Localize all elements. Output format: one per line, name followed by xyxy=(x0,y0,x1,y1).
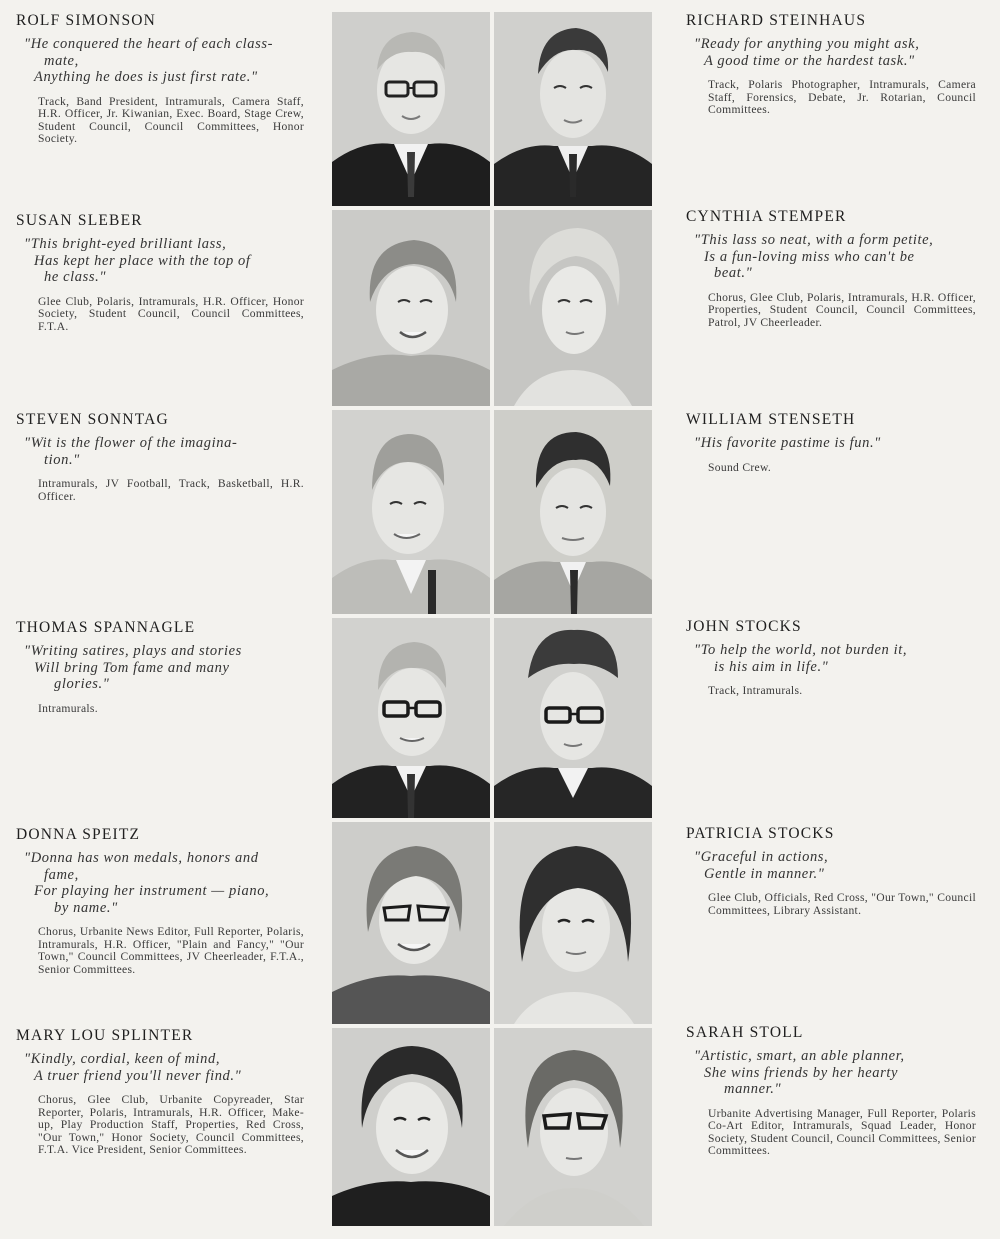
quote-line: "To help the world, not burden it, xyxy=(694,642,908,658)
portrait-grid xyxy=(331,12,654,1226)
portrait-photo xyxy=(332,210,490,406)
student-name: RICHARD STEINHAUS xyxy=(686,12,867,29)
senior-quote xyxy=(686,435,976,452)
quote-line: "Donna has won medals, honors and xyxy=(24,850,259,866)
quote-line: beat." xyxy=(714,265,753,281)
female-portrait-icon xyxy=(494,210,652,406)
quote-line: "Graceful in actions, xyxy=(694,849,829,865)
senior-entry-right-3 xyxy=(686,411,976,474)
quote-line: Has kept her place with the top of xyxy=(34,252,251,269)
male-portrait-icon xyxy=(494,12,652,206)
quote-line: "He conquered the heart of each class- xyxy=(24,36,274,52)
quote-line: "Writing satires, plays and stories xyxy=(24,643,242,659)
student-name: SUSAN SLEBER xyxy=(16,212,143,229)
senior-quote xyxy=(686,642,976,675)
senior-entry-right-5 xyxy=(686,825,976,917)
senior-quote xyxy=(686,232,976,282)
activities-list: Intramurals. xyxy=(38,701,98,715)
quote-line: fame, xyxy=(44,866,79,883)
male-portrait-icon xyxy=(332,618,490,818)
student-name: WILLIAM STENSETH xyxy=(686,411,856,428)
senior-quote xyxy=(16,1051,304,1084)
portrait-photo xyxy=(494,618,652,818)
senior-entry-right-6 xyxy=(686,1024,976,1158)
senior-quote xyxy=(16,236,304,286)
activities-list: Glee Club, Officials, Red Cross, "Our Town," Council Committees, Library Assistant. xyxy=(708,891,976,917)
portrait-photo xyxy=(332,1028,490,1226)
quote-line: She wins friends by her hearty xyxy=(704,1064,898,1081)
quote-line: A truer friend you'll never find." xyxy=(34,1067,242,1084)
portrait-photo xyxy=(332,410,490,614)
activities-list: Chorus, Glee Club, Polaris, Intramurals, H.R. Officer, Properties, Student Council, Council Committees, Patrol, JV Cheerleader. xyxy=(708,290,976,329)
quote-line: glories." xyxy=(54,676,110,692)
student-name: STEVEN SONNTAG xyxy=(16,411,169,428)
activities-list: Track, Band President, Intramurals, Camera Staff, H.R. Officer, Jr. Kiwanian, Exec. Board, Stage Crew, Student Council, Council Committees, Honor Society. xyxy=(38,94,304,146)
portrait-photo xyxy=(494,822,652,1024)
quote-line: "This lass so neat, with a form petite, xyxy=(694,232,934,248)
senior-entry-left-6 xyxy=(16,1027,304,1157)
portrait-photo xyxy=(332,12,490,206)
student-name: CYNTHIA STEMPER xyxy=(686,208,847,225)
quote-line: manner." xyxy=(724,1081,782,1097)
quote-line: "Wit is the flower of the imagina- xyxy=(24,435,238,451)
portrait-photo xyxy=(494,210,652,406)
senior-entry-left-1 xyxy=(16,12,304,146)
male-portrait-icon xyxy=(332,410,490,614)
quote-line: A good time or the hardest task." xyxy=(704,52,915,69)
student-name: DONNA SPEITZ xyxy=(16,826,141,843)
female-portrait-icon xyxy=(494,1028,652,1226)
student-name: MARY LOU SPLINTER xyxy=(16,1027,194,1044)
senior-entry-right-4 xyxy=(686,618,976,698)
senior-quote xyxy=(16,36,304,86)
portrait-photo xyxy=(332,618,490,818)
female-portrait-icon xyxy=(332,1028,490,1226)
quote-line: "This bright-eyed brilliant lass, xyxy=(24,236,227,252)
senior-entry-left-5 xyxy=(16,826,304,976)
senior-entry-left-4 xyxy=(16,619,304,715)
student-name: PATRICIA STOCKS xyxy=(686,825,835,842)
quote-line: "Kindly, cordial, keen of mind, xyxy=(24,1051,221,1067)
student-name: JOHN STOCKS xyxy=(686,618,802,635)
student-name: SARAH STOLL xyxy=(686,1024,804,1041)
quote-line: mate, xyxy=(44,52,79,69)
quote-line: Is a fun-loving miss who can't be xyxy=(704,248,915,265)
quote-line: he class." xyxy=(44,269,107,285)
activities-list: Track, Intramurals. xyxy=(708,684,803,697)
portrait-photo xyxy=(494,1028,652,1226)
female-portrait-icon xyxy=(332,822,490,1024)
quote-line: "Artistic, smart, an able planner, xyxy=(694,1048,905,1064)
senior-entry-left-3 xyxy=(16,411,304,503)
senior-quote xyxy=(686,36,976,69)
quote-line: For playing her instrument — piano, xyxy=(34,883,270,899)
student-name: THOMAS SPANNAGLE xyxy=(16,619,196,636)
activities-list: Glee Club, Polaris, Intramurals, H.R. Officer, Honor Society, Student Council, Council Committees, F.T.A. xyxy=(38,294,304,333)
portrait-photo xyxy=(494,410,652,614)
quote-line: is his aim in life." xyxy=(714,658,829,675)
male-portrait-icon xyxy=(332,12,490,206)
senior-entry-right-2 xyxy=(686,208,976,329)
female-portrait-icon xyxy=(494,822,652,1024)
senior-quote xyxy=(686,1048,976,1098)
quote-line: by name." xyxy=(54,899,118,916)
activities-list: Intramurals, JV Football, Track, Basketball, H.R. Officer. xyxy=(38,477,304,503)
quote-line: Will bring Tom fame and many xyxy=(34,659,230,676)
student-name: ROLF SIMONSON xyxy=(16,12,157,29)
portrait-photo xyxy=(332,822,490,1024)
quote-line: "His favorite pastime is fun." xyxy=(694,435,881,451)
quote-line: "Ready for anything you might ask, xyxy=(694,36,920,52)
senior-entry-left-2 xyxy=(16,212,304,333)
activities-list: Track, Polaris Photographer, Intramurals, Camera Staff, Forensics, Debate, Jr. Rotarian, Council Committees. xyxy=(708,78,976,117)
male-portrait-icon xyxy=(494,618,652,818)
activities-list: Chorus, Glee Club, Urbanite Copyreader, Star Reporter, Polaris, Intramurals, H.R. Officer, Make-up, Play Production Staff, Properties, Red Cross, "Our Town," Honor Society, Council Committees, F.T.A. Vice President, Senior Committees. xyxy=(38,1093,304,1157)
activities-list: Chorus, Urbanite News Editor, Full Reporter, Polaris, Intramurals, H.R. Officer, "Plain and Fancy," "Our Town," Council Committees, JV Cheerleader, F.T.A., Senior Committees. xyxy=(38,925,304,976)
portrait-photo xyxy=(494,12,652,206)
senior-quote xyxy=(16,850,304,916)
male-portrait-icon xyxy=(494,410,652,614)
quote-line: Anything he does is just first rate." xyxy=(34,69,258,85)
senior-quote xyxy=(686,849,976,882)
activities-list: Sound Crew. xyxy=(708,460,772,474)
senior-entry-right-1 xyxy=(686,12,976,117)
senior-quote xyxy=(16,643,304,693)
activities-list: Urbanite Advertising Manager, Full Reporter, Polaris Co-Art Editor, Intramurals, Squad Leader, Honor Society, Student Council, Council Committees, Senior Committees. xyxy=(708,1106,976,1158)
senior-quote xyxy=(16,435,304,468)
quote-line: tion." xyxy=(44,451,80,468)
quote-line: Gentle in manner." xyxy=(704,865,825,882)
female-portrait-icon xyxy=(332,210,490,406)
